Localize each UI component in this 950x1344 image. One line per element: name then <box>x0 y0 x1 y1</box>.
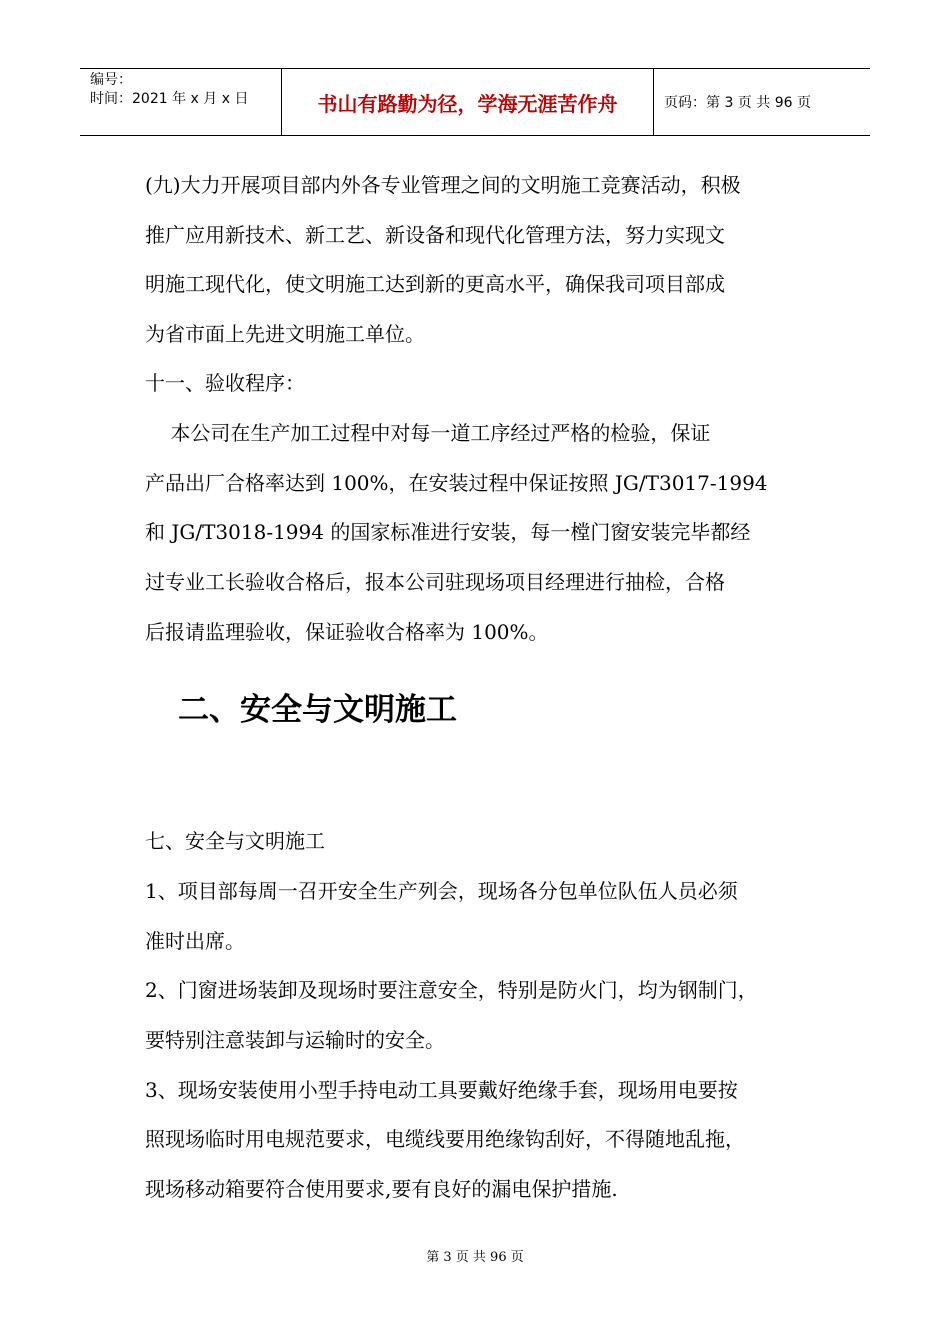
body-line: 本公司在生产加工过程中对每一道工序经过严格的检验，保证 <box>145 421 711 445</box>
body-line: 推广应用新技术、新工艺、新设备和现代化管理方法，努力实现文 <box>145 223 725 247</box>
body-line: 明施工现代化，使文明施工达到新的更高水平，确保我司项目部成 <box>145 272 725 296</box>
header-motto: 书山有路勤为径，学海无涯苦作舟 <box>282 69 654 135</box>
header-page-info: 页码：第 3 页 共 96 页 <box>664 95 811 111</box>
section-title-acceptance: 十一、验收程序： <box>145 371 305 395</box>
body-line: 过专业工长验收合格后，报本公司驻现场项目经理进行抽检，合格 <box>145 570 725 594</box>
section-title-safety: 七、安全与文明施工 <box>145 829 325 853</box>
page-footer: 第 3 页 共 96 页 <box>426 1250 524 1265</box>
body-line: 为省市面上先进文明施工单位。 <box>145 322 425 346</box>
page-header <box>80 68 870 136</box>
body-line: 现场移动箱要符合使用要求,要有良好的漏电保护措施. <box>145 1177 618 1201</box>
body-line: 2、门窗进场装卸及现场时要注意安全，特别是防火门，均为钢制门， <box>145 978 758 1002</box>
body-line: 1、项目部每周一召开安全生产列会，现场各分包单位队伍人员必须 <box>145 879 738 903</box>
body-line: 要特别注意装卸与运输时的安全。 <box>145 1028 445 1052</box>
header-meta <box>80 69 282 135</box>
body-line: 产品出厂合格率达到 100%，在安装过程中保证按照 JG/T3017-1994 <box>145 471 768 495</box>
body-line: (九)大力开展项目部内外各专业管理之间的文明施工竞赛活动，积极 <box>145 173 741 197</box>
header-number-label: 编号： <box>90 72 132 88</box>
section-heading: 二、安全与文明施工 <box>178 692 457 728</box>
body-line: 准时出席。 <box>145 929 245 953</box>
body-line: 后报请监理验收，保证验收合格率为 100%。 <box>145 620 549 644</box>
header-time-label: 时间：2021 年 x 月 x 日 <box>90 91 249 107</box>
body-line: 照现场临时用电规范要求，电缆线要用绝缘钩刮好，不得随地乱拖， <box>145 1127 745 1151</box>
body-line: 和 JG/T3018-1994 的国家标准进行安装，每一樘门窗安装完毕都经 <box>145 520 751 544</box>
body-line: 3、现场安装使用小型手持电动工具要戴好绝缘手套，现场用电要按 <box>145 1078 738 1102</box>
